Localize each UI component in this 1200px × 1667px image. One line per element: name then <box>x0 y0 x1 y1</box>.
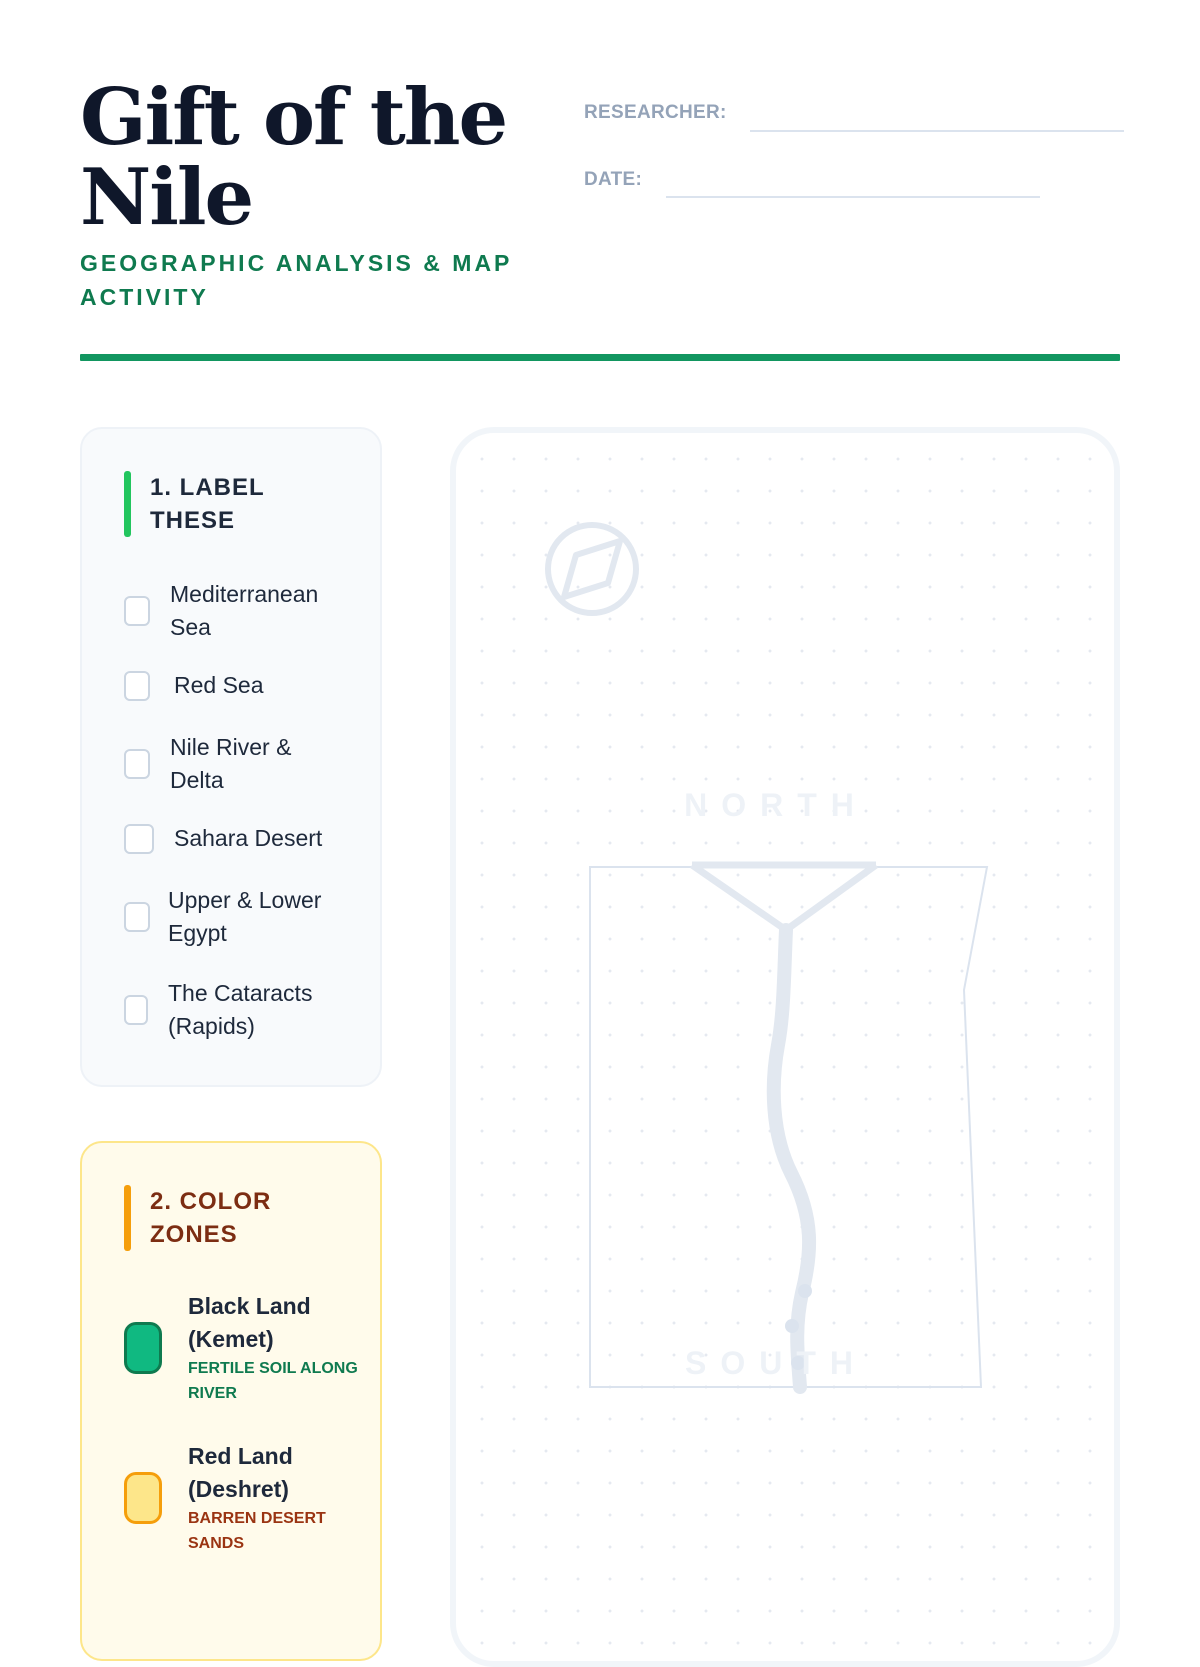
label-these-card <box>80 427 382 1087</box>
color-swatch-green <box>124 1322 162 1374</box>
checklist-item[interactable] <box>124 731 340 797</box>
south-label: SOUTH <box>685 1345 867 1381</box>
checklist-item[interactable] <box>124 669 344 702</box>
date-input-line[interactable] <box>666 196 1040 198</box>
zone-description: FERTILE SOIL ALONG RIVER <box>188 1360 358 1402</box>
checkbox[interactable] <box>124 671 150 701</box>
date-label: DATE: <box>584 169 643 190</box>
heading-accent-bar <box>124 1185 131 1251</box>
checklist-item-label: Nile River & Delta <box>170 734 292 793</box>
nile-delta <box>692 865 876 930</box>
color-zones-card <box>80 1141 382 1661</box>
checklist-item[interactable] <box>124 578 340 644</box>
label-section-heading-text: 1. LABEL THESE <box>150 474 265 534</box>
researcher-label: RESEARCHER: <box>584 102 727 123</box>
zone-description: BARREN DESERT SANDS <box>188 1510 326 1552</box>
checklist-item-label: Upper & Lower Egypt <box>168 887 322 946</box>
checkbox[interactable] <box>124 902 150 932</box>
nile-river <box>774 930 809 1387</box>
checklist-item[interactable] <box>124 977 338 1043</box>
header-divider <box>80 354 1120 361</box>
checkbox[interactable] <box>124 995 148 1025</box>
compass-icon <box>548 525 636 613</box>
zone-name: Red Land (Deshret) <box>188 1443 293 1502</box>
zones-section-heading-text: 2. COLOR ZONES <box>150 1188 272 1248</box>
zone-name: Black Land (Kemet) <box>188 1293 311 1352</box>
checklist-item-label: Sahara Desert <box>174 825 323 851</box>
color-swatch-yellow <box>124 1472 162 1524</box>
nile-map <box>456 433 1120 1667</box>
checklist-item[interactable] <box>124 884 338 950</box>
checklist-item-label: Red Sea <box>174 672 264 698</box>
checklist-item[interactable] <box>124 822 344 855</box>
north-label: NORTH <box>684 787 868 823</box>
checklist-item-label: The Cataracts (Rapids) <box>168 980 313 1039</box>
page-title: Gift of the Nile <box>80 72 507 243</box>
zone-item <box>124 1440 358 1556</box>
zone-item <box>124 1290 358 1406</box>
checkbox[interactable] <box>124 749 150 779</box>
checkbox[interactable] <box>124 824 154 854</box>
zones-section-heading <box>124 1185 350 1251</box>
checkbox[interactable] <box>124 596 150 626</box>
researcher-input-line[interactable] <box>750 130 1124 132</box>
heading-accent-bar <box>124 471 131 537</box>
label-section-heading <box>124 471 350 537</box>
page-subtitle: GEOGRAPHIC ANALYSIS & MAP ACTIVITY <box>80 250 512 310</box>
checklist-item-label: Mediterranean Sea <box>170 581 319 640</box>
map-canvas[interactable] <box>450 427 1120 1667</box>
